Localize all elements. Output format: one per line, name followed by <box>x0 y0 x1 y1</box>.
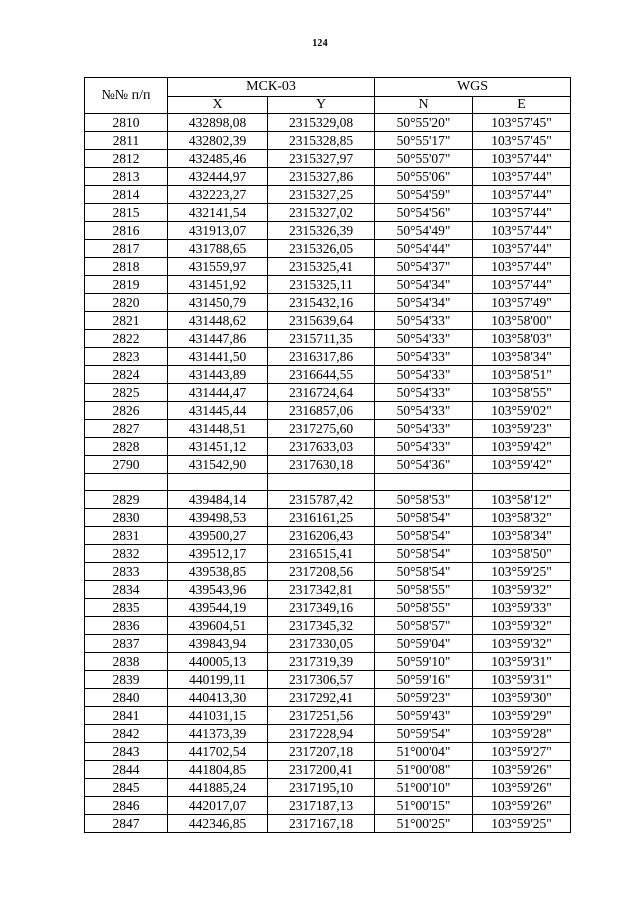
table-row <box>85 366 571 384</box>
msk-x-cell: 439498,53 <box>168 509 268 527</box>
point-number-cell: 2835 <box>85 599 168 617</box>
wgs-n-cell: 50°54'49" <box>375 222 473 240</box>
msk-x-cell: 431447,86 <box>168 330 268 348</box>
wgs-e-cell: 103°58'55" <box>473 384 571 402</box>
coordinates-table <box>84 77 571 833</box>
wgs-n-cell: 50°59'23" <box>375 689 473 707</box>
table-row <box>85 761 571 779</box>
msk-y-cell: 2317345,32 <box>268 617 375 635</box>
wgs-n-cell: 50°59'10" <box>375 653 473 671</box>
wgs-e-cell: 103°57'44" <box>473 186 571 204</box>
msk-x-cell: 440413,30 <box>168 689 268 707</box>
wgs-e-cell: 103°59'32" <box>473 617 571 635</box>
msk-y-cell: 2317342,81 <box>268 581 375 599</box>
msk-y-cell: 2317167,18 <box>268 815 375 833</box>
wgs-n-cell: 51°00'15" <box>375 797 473 815</box>
table-row <box>85 222 571 240</box>
point-number-cell: 2833 <box>85 563 168 581</box>
msk-x-cell: 431788,65 <box>168 240 268 258</box>
msk-y-cell: 2315327,25 <box>268 186 375 204</box>
msk-y-cell: 2316644,55 <box>268 366 375 384</box>
header-e: E <box>473 97 571 114</box>
point-number-cell: 2823 <box>85 348 168 366</box>
point-number-cell: 2817 <box>85 240 168 258</box>
wgs-e-cell: 103°59'42" <box>473 438 571 456</box>
msk-y-cell: 2315639,64 <box>268 312 375 330</box>
wgs-n-cell: 50°58'54" <box>375 527 473 545</box>
msk-x-cell: 431443,89 <box>168 366 268 384</box>
point-number-cell: 2846 <box>85 797 168 815</box>
wgs-e-cell: 103°59'26" <box>473 761 571 779</box>
wgs-e-cell: 103°58'03" <box>473 330 571 348</box>
table-row <box>85 114 571 132</box>
wgs-n-cell: 50°59'04" <box>375 635 473 653</box>
msk-y-cell: 2317275,60 <box>268 420 375 438</box>
msk-y-cell: 2317251,56 <box>268 707 375 725</box>
spacer-row-group <box>85 474 571 491</box>
table-cell <box>473 474 571 491</box>
msk-y-cell: 2315329,08 <box>268 114 375 132</box>
wgs-e-cell: 103°57'44" <box>473 204 571 222</box>
point-number-cell: 2828 <box>85 438 168 456</box>
msk-x-cell: 431441,50 <box>168 348 268 366</box>
msk-x-cell: 439538,85 <box>168 563 268 581</box>
msk-x-cell: 432485,46 <box>168 150 268 168</box>
msk-x-cell: 431913,07 <box>168 222 268 240</box>
wgs-n-cell: 50°54'56" <box>375 204 473 222</box>
msk-y-cell: 2317633,03 <box>268 438 375 456</box>
msk-x-cell: 431451,92 <box>168 276 268 294</box>
table-row <box>85 402 571 420</box>
header-wgs-group: WGS <box>375 78 571 97</box>
wgs-e-cell: 103°57'44" <box>473 240 571 258</box>
table-row <box>85 581 571 599</box>
point-number-cell: 2811 <box>85 132 168 150</box>
wgs-n-cell: 50°59'16" <box>375 671 473 689</box>
header-x: X <box>168 97 268 114</box>
wgs-n-cell: 50°55'06" <box>375 168 473 186</box>
msk-x-cell: 439843,94 <box>168 635 268 653</box>
table-cell <box>268 474 375 491</box>
msk-x-cell: 431444,47 <box>168 384 268 402</box>
msk-y-cell: 2317630,18 <box>268 456 375 474</box>
msk-y-cell: 2316206,43 <box>268 527 375 545</box>
wgs-n-cell: 50°54'33" <box>375 330 473 348</box>
msk-x-cell: 432444,97 <box>168 168 268 186</box>
wgs-n-cell: 50°58'54" <box>375 545 473 563</box>
table-row <box>85 438 571 456</box>
msk-y-cell: 2316161,25 <box>268 509 375 527</box>
msk-x-cell: 431542,90 <box>168 456 268 474</box>
wgs-e-cell: 103°59'33" <box>473 599 571 617</box>
wgs-n-cell: 50°59'43" <box>375 707 473 725</box>
table-body-block-2 <box>85 491 571 833</box>
point-number-cell: 2829 <box>85 491 168 509</box>
table-row <box>85 456 571 474</box>
table-row <box>85 276 571 294</box>
msk-y-cell: 2317187,13 <box>268 797 375 815</box>
wgs-n-cell: 51°00'04" <box>375 743 473 761</box>
wgs-e-cell: 103°59'42" <box>473 456 571 474</box>
msk-x-cell: 439544,19 <box>168 599 268 617</box>
wgs-e-cell: 103°57'49" <box>473 294 571 312</box>
msk-x-cell: 441031,15 <box>168 707 268 725</box>
point-number-cell: 2822 <box>85 330 168 348</box>
msk-y-cell: 2316515,41 <box>268 545 375 563</box>
point-number-cell: 2814 <box>85 186 168 204</box>
point-number-cell: 2831 <box>85 527 168 545</box>
table-row <box>85 689 571 707</box>
point-number-cell: 2843 <box>85 743 168 761</box>
point-number-cell: 2840 <box>85 689 168 707</box>
wgs-n-cell: 50°54'33" <box>375 438 473 456</box>
wgs-e-cell: 103°58'50" <box>473 545 571 563</box>
wgs-e-cell: 103°59'31" <box>473 671 571 689</box>
msk-y-cell: 2317228,94 <box>268 725 375 743</box>
spacer-row <box>85 474 571 491</box>
table-row <box>85 563 571 581</box>
wgs-n-cell: 50°54'33" <box>375 402 473 420</box>
msk-x-cell: 439500,27 <box>168 527 268 545</box>
table-body-block-1 <box>85 114 571 474</box>
wgs-n-cell: 50°58'54" <box>375 509 473 527</box>
msk-x-cell: 431450,79 <box>168 294 268 312</box>
msk-y-cell: 2317306,57 <box>268 671 375 689</box>
wgs-n-cell: 50°54'33" <box>375 420 473 438</box>
point-number-cell: 2830 <box>85 509 168 527</box>
wgs-e-cell: 103°59'32" <box>473 581 571 599</box>
table-row <box>85 348 571 366</box>
msk-x-cell: 442346,85 <box>168 815 268 833</box>
wgs-e-cell: 103°59'25" <box>473 563 571 581</box>
table-row <box>85 545 571 563</box>
wgs-n-cell: 50°58'55" <box>375 581 473 599</box>
msk-x-cell: 431559,97 <box>168 258 268 276</box>
table-row <box>85 635 571 653</box>
wgs-n-cell: 50°54'36" <box>375 456 473 474</box>
table-row <box>85 420 571 438</box>
table-row <box>85 707 571 725</box>
table-row <box>85 527 571 545</box>
wgs-e-cell: 103°59'29" <box>473 707 571 725</box>
msk-y-cell: 2315325,41 <box>268 258 375 276</box>
point-number-cell: 2826 <box>85 402 168 420</box>
wgs-n-cell: 50°58'54" <box>375 563 473 581</box>
msk-y-cell: 2315432,16 <box>268 294 375 312</box>
point-number-cell: 2816 <box>85 222 168 240</box>
wgs-e-cell: 103°57'44" <box>473 168 571 186</box>
msk-y-cell: 2315326,39 <box>268 222 375 240</box>
table-row <box>85 725 571 743</box>
wgs-e-cell: 103°59'30" <box>473 689 571 707</box>
wgs-e-cell: 103°59'23" <box>473 420 571 438</box>
wgs-n-cell: 50°54'37" <box>375 258 473 276</box>
table-row <box>85 168 571 186</box>
wgs-e-cell: 103°58'34" <box>473 527 571 545</box>
msk-x-cell: 439512,17 <box>168 545 268 563</box>
msk-y-cell: 2317200,41 <box>268 761 375 779</box>
wgs-e-cell: 103°59'28" <box>473 725 571 743</box>
msk-x-cell: 432223,27 <box>168 186 268 204</box>
table-row <box>85 132 571 150</box>
point-number-cell: 2813 <box>85 168 168 186</box>
wgs-n-cell: 50°54'33" <box>375 366 473 384</box>
wgs-n-cell: 50°59'54" <box>375 725 473 743</box>
msk-x-cell: 439604,51 <box>168 617 268 635</box>
msk-x-cell: 441702,54 <box>168 743 268 761</box>
msk-x-cell: 440199,11 <box>168 671 268 689</box>
msk-y-cell: 2317207,18 <box>268 743 375 761</box>
msk-x-cell: 440005,13 <box>168 653 268 671</box>
msk-x-cell: 431448,62 <box>168 312 268 330</box>
wgs-e-cell: 103°57'45" <box>473 132 571 150</box>
point-number-cell: 2832 <box>85 545 168 563</box>
msk-y-cell: 2317319,39 <box>268 653 375 671</box>
point-number-cell: 2839 <box>85 671 168 689</box>
wgs-n-cell: 50°58'55" <box>375 599 473 617</box>
table-row <box>85 599 571 617</box>
table-cell <box>375 474 473 491</box>
table-row <box>85 653 571 671</box>
wgs-n-cell: 51°00'10" <box>375 779 473 797</box>
msk-x-cell: 441885,24 <box>168 779 268 797</box>
msk-y-cell: 2315327,97 <box>268 150 375 168</box>
wgs-e-cell: 103°59'27" <box>473 743 571 761</box>
wgs-e-cell: 103°57'44" <box>473 258 571 276</box>
wgs-e-cell: 103°59'31" <box>473 653 571 671</box>
point-number-cell: 2819 <box>85 276 168 294</box>
wgs-n-cell: 50°54'59" <box>375 186 473 204</box>
msk-y-cell: 2316857,06 <box>268 402 375 420</box>
wgs-e-cell: 103°59'02" <box>473 402 571 420</box>
table-row <box>85 150 571 168</box>
wgs-e-cell: 103°57'44" <box>473 222 571 240</box>
header-n: N <box>375 97 473 114</box>
table-cell <box>168 474 268 491</box>
msk-y-cell: 2315711,35 <box>268 330 375 348</box>
msk-y-cell: 2315328,85 <box>268 132 375 150</box>
msk-x-cell: 441373,39 <box>168 725 268 743</box>
msk-x-cell: 431451,12 <box>168 438 268 456</box>
wgs-n-cell: 50°54'33" <box>375 312 473 330</box>
wgs-e-cell: 103°59'26" <box>473 779 571 797</box>
wgs-n-cell: 51°00'08" <box>375 761 473 779</box>
point-number-cell: 2810 <box>85 114 168 132</box>
point-number-cell: 2836 <box>85 617 168 635</box>
point-number-cell: 2838 <box>85 653 168 671</box>
msk-y-cell: 2317195,10 <box>268 779 375 797</box>
wgs-e-cell: 103°59'32" <box>473 635 571 653</box>
msk-y-cell: 2315327,86 <box>268 168 375 186</box>
wgs-e-cell: 103°58'34" <box>473 348 571 366</box>
table-row <box>85 743 571 761</box>
table-row <box>85 294 571 312</box>
msk-y-cell: 2315325,11 <box>268 276 375 294</box>
wgs-n-cell: 50°54'34" <box>375 294 473 312</box>
msk-x-cell: 432141,54 <box>168 204 268 222</box>
msk-x-cell: 431445,44 <box>168 402 268 420</box>
wgs-n-cell: 50°58'57" <box>375 617 473 635</box>
msk-y-cell: 2315326,05 <box>268 240 375 258</box>
table-row <box>85 617 571 635</box>
point-number-cell: 2842 <box>85 725 168 743</box>
point-number-cell: 2824 <box>85 366 168 384</box>
msk-x-cell: 432802,39 <box>168 132 268 150</box>
table-row <box>85 258 571 276</box>
wgs-e-cell: 103°57'44" <box>473 276 571 294</box>
wgs-e-cell: 103°57'44" <box>473 150 571 168</box>
page-number: 124 <box>312 38 328 49</box>
msk-x-cell: 431448,51 <box>168 420 268 438</box>
wgs-n-cell: 50°54'34" <box>375 276 473 294</box>
msk-x-cell: 441804,85 <box>168 761 268 779</box>
table-row <box>85 779 571 797</box>
msk-y-cell: 2316317,86 <box>268 348 375 366</box>
table-row <box>85 186 571 204</box>
point-number-cell: 2821 <box>85 312 168 330</box>
point-number-cell: 2827 <box>85 420 168 438</box>
wgs-n-cell: 50°54'33" <box>375 384 473 402</box>
header-msk-group: МСК-03 <box>168 78 375 97</box>
wgs-n-cell: 50°55'17" <box>375 132 473 150</box>
table-row <box>85 384 571 402</box>
table-row <box>85 491 571 509</box>
wgs-e-cell: 103°59'26" <box>473 797 571 815</box>
msk-y-cell: 2315787,42 <box>268 491 375 509</box>
msk-x-cell: 442017,07 <box>168 797 268 815</box>
point-number-cell: 2844 <box>85 761 168 779</box>
msk-y-cell: 2317330,05 <box>268 635 375 653</box>
wgs-e-cell: 103°57'45" <box>473 114 571 132</box>
wgs-n-cell: 50°54'33" <box>375 348 473 366</box>
msk-x-cell: 439543,96 <box>168 581 268 599</box>
point-number-cell: 2834 <box>85 581 168 599</box>
header-index: №№ п/п <box>85 78 168 114</box>
table-row <box>85 330 571 348</box>
wgs-e-cell: 103°58'00" <box>473 312 571 330</box>
table-row <box>85 797 571 815</box>
table-row <box>85 509 571 527</box>
wgs-n-cell: 50°55'20" <box>375 114 473 132</box>
point-number-cell: 2825 <box>85 384 168 402</box>
msk-y-cell: 2317292,41 <box>268 689 375 707</box>
table-row <box>85 312 571 330</box>
table-row <box>85 204 571 222</box>
wgs-n-cell: 50°58'53" <box>375 491 473 509</box>
msk-y-cell: 2316724,64 <box>268 384 375 402</box>
wgs-e-cell: 103°58'32" <box>473 509 571 527</box>
point-number-cell: 2818 <box>85 258 168 276</box>
wgs-n-cell: 50°55'07" <box>375 150 473 168</box>
point-number-cell: 2812 <box>85 150 168 168</box>
point-number-cell: 2845 <box>85 779 168 797</box>
msk-x-cell: 432898,08 <box>168 114 268 132</box>
msk-y-cell: 2315327,02 <box>268 204 375 222</box>
wgs-n-cell: 51°00'25" <box>375 815 473 833</box>
msk-y-cell: 2317208,56 <box>268 563 375 581</box>
point-number-cell: 2815 <box>85 204 168 222</box>
table-row <box>85 671 571 689</box>
header-y: Y <box>268 97 375 114</box>
point-number-cell: 2847 <box>85 815 168 833</box>
table-row <box>85 815 571 833</box>
table-cell <box>85 474 168 491</box>
point-number-cell: 2841 <box>85 707 168 725</box>
table-row <box>85 240 571 258</box>
point-number-cell: 2837 <box>85 635 168 653</box>
point-number-cell: 2820 <box>85 294 168 312</box>
msk-y-cell: 2317349,16 <box>268 599 375 617</box>
wgs-e-cell: 103°59'25" <box>473 815 571 833</box>
wgs-e-cell: 103°58'51" <box>473 366 571 384</box>
msk-x-cell: 439484,14 <box>168 491 268 509</box>
wgs-e-cell: 103°58'12" <box>473 491 571 509</box>
wgs-n-cell: 50°54'44" <box>375 240 473 258</box>
point-number-cell: 2790 <box>85 456 168 474</box>
